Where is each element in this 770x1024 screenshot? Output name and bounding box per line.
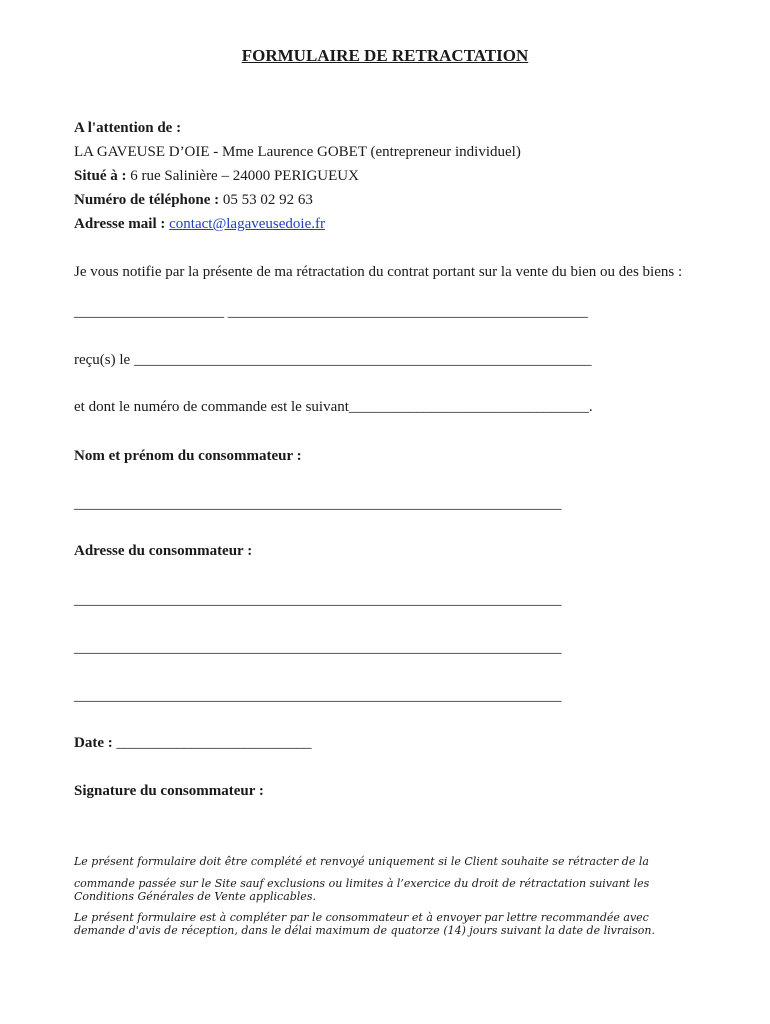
order-line[interactable]: et dont le numéro de commande est le suivant________________________________. [74, 399, 593, 415]
consumer-address-label: Adresse du consommateur : [74, 543, 253, 559]
name-label: Nom et prénom du consommateur : [74, 448, 302, 464]
goods-line[interactable]: ____________________ ________________________________________________ [74, 304, 588, 320]
phone-row [74, 192, 313, 209]
phone-value: 05 53 02 92 63 [222, 192, 313, 208]
address-line-1[interactable]: _________________________________________________________________ [74, 592, 562, 608]
received-line[interactable]: reçu(s) le _____________________________________________________________ [74, 352, 592, 368]
address-line-2[interactable]: _________________________________________________________________ [74, 640, 562, 656]
email-link[interactable]: contact@lagaveusedoie.fr [169, 216, 325, 232]
footer-note-1: Le présent formulaire doit être complété et renvoyé uniquement si le Client souhaite se rétracter de la [74, 855, 649, 868]
company-line: LA GAVEUSE D’OIE - Mme Laurence GOBET (entrepreneur individuel) [74, 144, 521, 160]
footer-note-2: commande passée sur le Site sauf exclusions ou limites à l’exercice du droit de rétractation suivant les Conditions Générales de Vente applicables. [74, 877, 650, 903]
page-title: FORMULAIRE DE RETRACTATION [241, 46, 529, 65]
footer-note-3: Le présent formulaire est à compléter par le consommateur et à envoyer par lettre recommandée avec demande d'avis de réception, dans le délai maximum de quatorze (14) jours suivant la date de livraison. [74, 911, 656, 937]
address-label: Situé à : [74, 168, 127, 184]
date-row [74, 735, 311, 752]
attention-label: A l'attention de : [74, 120, 182, 136]
email-row [74, 216, 325, 233]
signature-label: Signature du consommateur : [74, 783, 264, 799]
date-line[interactable]: __________________________ [116, 735, 312, 751]
address-value: 6 rue Salinière – 24000 PERIGUEUX [130, 168, 359, 184]
notice-text: Je vous notifie par la présente de ma rétractation du contrat portant sur la vente du bien ou des biens : [74, 264, 683, 280]
email-label: Adresse mail : [74, 216, 166, 232]
address-line-3[interactable]: _________________________________________________________________ [74, 688, 562, 704]
address-row [74, 168, 359, 185]
date-label: Date : [74, 735, 113, 751]
name-line[interactable]: _________________________________________________________________ [74, 496, 562, 512]
phone-label: Numéro de téléphone : [74, 192, 220, 208]
